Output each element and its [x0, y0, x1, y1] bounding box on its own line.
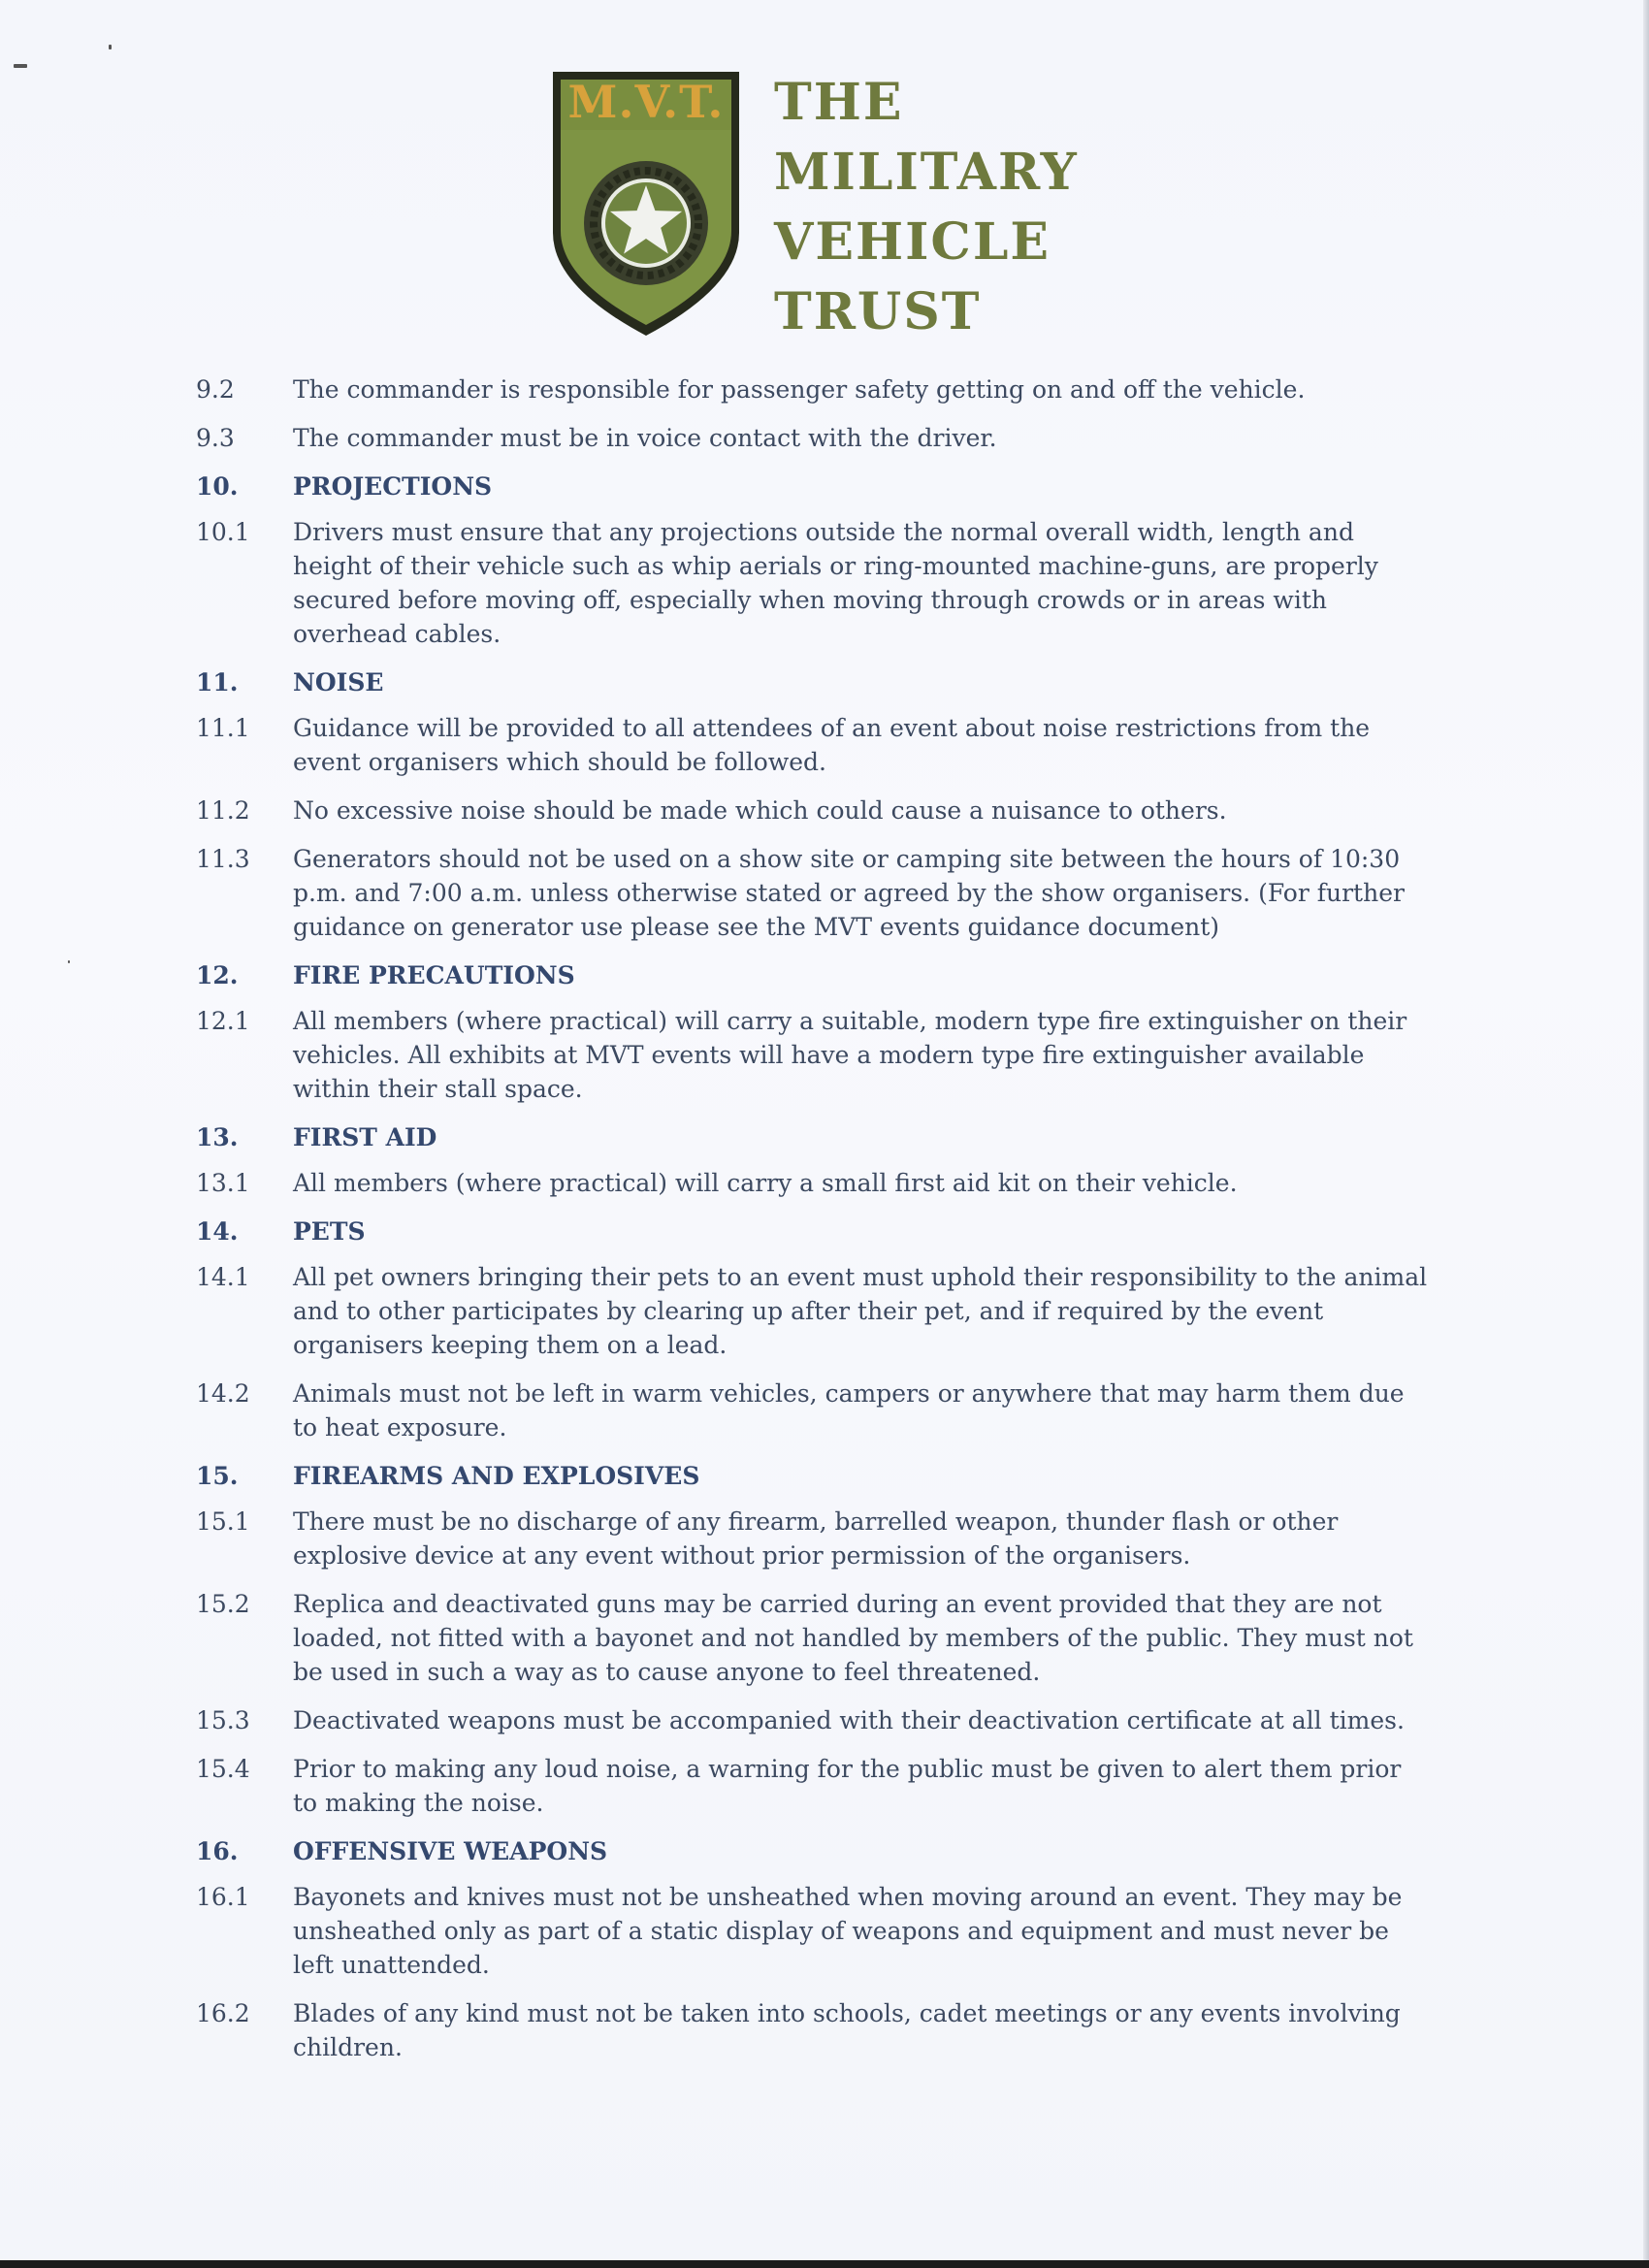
rule-number: 15.2 [196, 1590, 250, 1618]
logo-word: MILITARY [774, 143, 1079, 202]
rule-number: 14.1 [196, 1263, 250, 1291]
rule-number: 11.1 [196, 714, 250, 742]
section-heading [196, 1120, 1428, 1154]
rule-item [196, 1703, 1428, 1737]
rule-text: The commander is responsible for passenger safety getting on and off the vehicle. [293, 375, 1306, 404]
scan-bottom-edge [0, 2260, 1649, 2268]
section-number: 14. [196, 1217, 239, 1246]
section-title: OFFENSIVE WEAPONS [293, 1837, 608, 1865]
rule-item [196, 373, 1428, 406]
logo-word: VEHICLE [774, 212, 1051, 272]
rule-text: All pet owners bringing their pets to an event must uphold their responsibility to the animal and to other participates by clearing up after their pet, and if required by the event organisers keeping them on a lead. [293, 1263, 1428, 1359]
logo-initials: M.V.T. [567, 76, 725, 128]
section-title: NOISE [293, 668, 384, 697]
rule-item [196, 1505, 1428, 1572]
rule-item [196, 842, 1428, 944]
rule-item [196, 515, 1428, 651]
rule-number: 9.2 [196, 375, 235, 404]
section-number: 13. [196, 1123, 239, 1151]
rule-item [196, 1880, 1428, 1982]
rule-number: 11.3 [196, 845, 250, 873]
rule-item [196, 1377, 1428, 1444]
rule-text: All members (where practical) will carry a small first aid kit on their vehicle. [293, 1169, 1238, 1197]
rule-number: 14.2 [196, 1379, 250, 1408]
rule-text: Replica and deactivated guns may be carried during an event provided that they are not loaded, not fitted with a bayonet and not handled by members of the public. They must not be used in such a way as to cause anyone to feel threatened. [293, 1590, 1413, 1686]
rule-item [196, 1587, 1428, 1689]
section-title: PROJECTIONS [293, 472, 493, 501]
section-number: 12. [196, 961, 239, 989]
rule-item [196, 1166, 1428, 1200]
rule-number: 9.3 [196, 424, 235, 452]
rule-text: Drivers must ensure that any projections outside the normal overall width, length and height of their vehicle such as whip aerials or ring-mounted machine-guns, are properly secured before moving off, especially when moving through crowds or in areas with overhead cables. [293, 518, 1378, 648]
rules-list [196, 373, 1428, 2079]
section-heading [196, 1834, 1428, 1868]
section-heading [196, 1215, 1428, 1248]
section-title: PETS [293, 1217, 366, 1246]
rule-number: 13.1 [196, 1169, 250, 1197]
rule-item [196, 711, 1428, 779]
logo-word: THE [774, 73, 904, 132]
rule-number: 10.1 [196, 518, 250, 546]
section-number: 15. [196, 1462, 239, 1490]
scan-speck [68, 960, 70, 963]
rule-text: Generators should not be used on a show site or camping site between the hours of 10:30 p.m. and 7:00 a.m. unless otherwise stated or agreed by the show organisers. (For further guidance on generator use please see the MVT events guidance document) [293, 845, 1405, 941]
rule-number: 16.1 [196, 1883, 250, 1911]
rule-item [196, 421, 1428, 455]
rule-number: 11.2 [196, 796, 250, 825]
rule-text: Bayonets and knives must not be unsheathed when moving around an event. They may be unsheathed only as part of a static display of weapons and equipment and must never be left unattended. [293, 1883, 1403, 1979]
rule-text: No excessive noise should be made which could cause a nuisance to others. [293, 796, 1227, 825]
rule-number: 16.2 [196, 1999, 250, 2027]
section-title: FIREARMS AND EXPLOSIVES [293, 1462, 700, 1490]
mvt-logo [549, 68, 1079, 344]
rule-text: There must be no discharge of any firearm, barrelled weapon, thunder flash or other explosive device at any event without prior permission of the organisers. [293, 1507, 1339, 1570]
rule-item [196, 1004, 1428, 1106]
rule-item [196, 794, 1428, 827]
rule-text: Deactivated weapons must be accompanied with their deactivation certificate at all times. [293, 1706, 1405, 1734]
section-heading [196, 665, 1428, 699]
section-heading [196, 470, 1428, 503]
rule-item [196, 1996, 1428, 2064]
section-title: FIRE PRECAUTIONS [293, 961, 575, 989]
scan-speck [109, 45, 112, 49]
rule-number: 15.3 [196, 1706, 250, 1734]
section-title: FIRST AID [293, 1123, 437, 1151]
section-number: 11. [196, 668, 239, 697]
rule-text: Animals must not be left in warm vehicles, campers or anywhere that may harm them due to heat exposure. [293, 1379, 1405, 1442]
rule-text: Blades of any kind must not be taken into schools, cadet meetings or any events involving children. [293, 1999, 1401, 2061]
logo-wordmark [774, 68, 1079, 347]
rule-item [196, 1752, 1428, 1820]
page-right-edge [1643, 0, 1649, 2268]
rule-number: 15.1 [196, 1507, 250, 1536]
section-heading [196, 958, 1428, 992]
rule-item [196, 1260, 1428, 1362]
rule-number: 12.1 [196, 1007, 250, 1035]
logo-word: TRUST [774, 282, 982, 341]
section-number: 16. [196, 1837, 239, 1865]
rule-text: Guidance will be provided to all attendees of an event about noise restrictions from the event organisers which should be followed. [293, 714, 1371, 776]
rule-text: Prior to making any loud noise, a warning for the public must be given to alert them prior to making the noise. [293, 1755, 1402, 1817]
section-number: 10. [196, 472, 239, 501]
rule-number: 15.4 [196, 1755, 250, 1783]
rule-text: The commander must be in voice contact with the driver. [293, 424, 997, 452]
scan-speck [14, 64, 27, 68]
rule-text: All members (where practical) will carry a suitable, modern type fire extinguisher on their vehicles. All exhibits at MVT events will have a modern type fire extinguisher available within their stall space. [293, 1007, 1407, 1103]
section-heading [196, 1459, 1428, 1493]
